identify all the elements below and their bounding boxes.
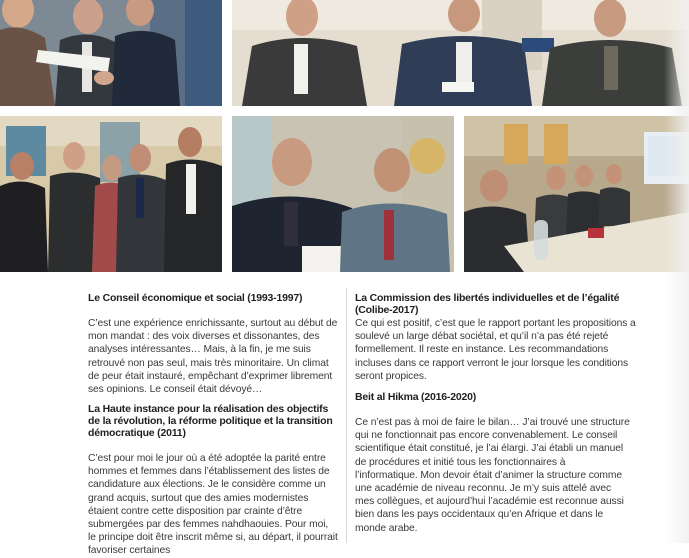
photo-handshake — [0, 0, 222, 106]
column-divider — [346, 288, 347, 543]
section-paragraph-colibe: Ce qui est positif, c’est que le rapport portant les propositions a soulevé un large débat sociétal, et qu’il n’a pas été rejeté formellement. Il reste en instance. Les recommandations incluses dans ce rapport verront le jour lorsque les conditions seront propices. — [355, 318, 636, 382]
photo-panel-meeting — [232, 0, 689, 106]
section-heading-beit-al-hikma: Beit al Hikma (2016-2020) — [355, 391, 477, 403]
photo-conference-table — [464, 116, 689, 272]
section-paragraph-beit-al-hikma: Ce n’est pas à moi de faire le bilan… J’ai trouvé une structure qui ne fonctionnait pas encore convenablement. Le conseil scientifique était constitué, je l’ai élargi. J’ai établi un manuel de procédures et initié tous les fonctionnaires à l’informatique. Mon devoir était d’animer la structure comme une académie de niveau reconnu. Je m’y suis attelé avec mes collègues, et aujourd’hui l’académie est reconnue aussi bien dans les pays occidentaux qu’en Afrique et dans le monde arabe. — [355, 417, 630, 534]
photo-two-men-portrait — [232, 116, 454, 272]
section-heading-haute-instance: La Haute instance pour la réalisation des objectifs de la révolution, la réforme politique et la transition démocratique (2011) — [88, 403, 333, 439]
page-edge-shadow — [664, 0, 689, 543]
section-heading-conseil-economique: Le Conseil économique et social (1993-1997) — [88, 292, 303, 304]
section-paragraph-conseil-economique: C’est une expérience enrichissante, surtout au début de mon mandat : des voix diverses et dissonantes, des analyses intéressantes… Mais, à la fin, je me suis retrouvé non pas seul, mais très minoritaire. Un climat de peur était instauré, empêchant d’exprimer librement ses opinions. Le conseil était dévoyé… — [88, 318, 338, 396]
section-paragraph-haute-instance: C’est pour moi le jour où a été adoptée la parité entre hommes et femmes dans l’établissement des listes de candidature aux élections. Je le considère comme un grand acquis, surtout que des amies modernistes étaient contre cette disposition par crainte d’être submergées par des femmes nahdhaouies. Pour moi, le principe doit être inscrit même si, au départ, il pourrait favoriser certaines — [88, 453, 338, 557]
section-heading-colibe: La Commission des libertés individuelles et de l’égalité (Colibe-2017) — [355, 292, 620, 316]
photo-group-standing — [0, 116, 222, 272]
